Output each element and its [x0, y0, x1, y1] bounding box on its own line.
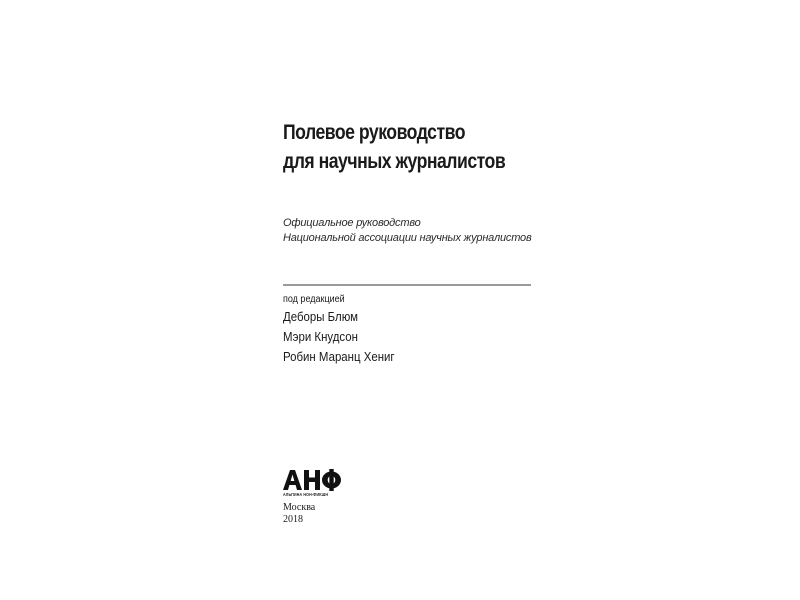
publisher-logo-caption: АЛЬПИНА НОН-ФИКШН — [283, 492, 329, 497]
editor-name: Робин Маранц Хениг — [283, 349, 395, 364]
book-subtitle-line-1: Официальное руководство — [283, 217, 421, 229]
publisher-logo-letter-f — [322, 469, 341, 491]
book-title-line-1: Полевое руководство — [283, 121, 466, 144]
book-subtitle — [283, 216, 532, 246]
book-title-line-2: для научных журналистов — [283, 150, 506, 173]
editor-name: Мэри Кнудсон — [283, 329, 358, 344]
imprint — [283, 502, 315, 526]
book-title — [283, 118, 505, 176]
editors-list — [283, 307, 395, 367]
editor-name: Деборы Блюм — [283, 309, 359, 324]
book-subtitle-line-2: Национальной ассоциации научных журналистов — [283, 232, 532, 244]
imprint-year: 2018 — [283, 514, 303, 525]
publisher-logo-letter-n — [304, 470, 320, 490]
editors-label: под редакцией — [283, 294, 345, 305]
imprint-city: Москва — [283, 502, 316, 513]
publisher-logo — [282, 469, 342, 491]
divider-rule — [283, 284, 531, 286]
